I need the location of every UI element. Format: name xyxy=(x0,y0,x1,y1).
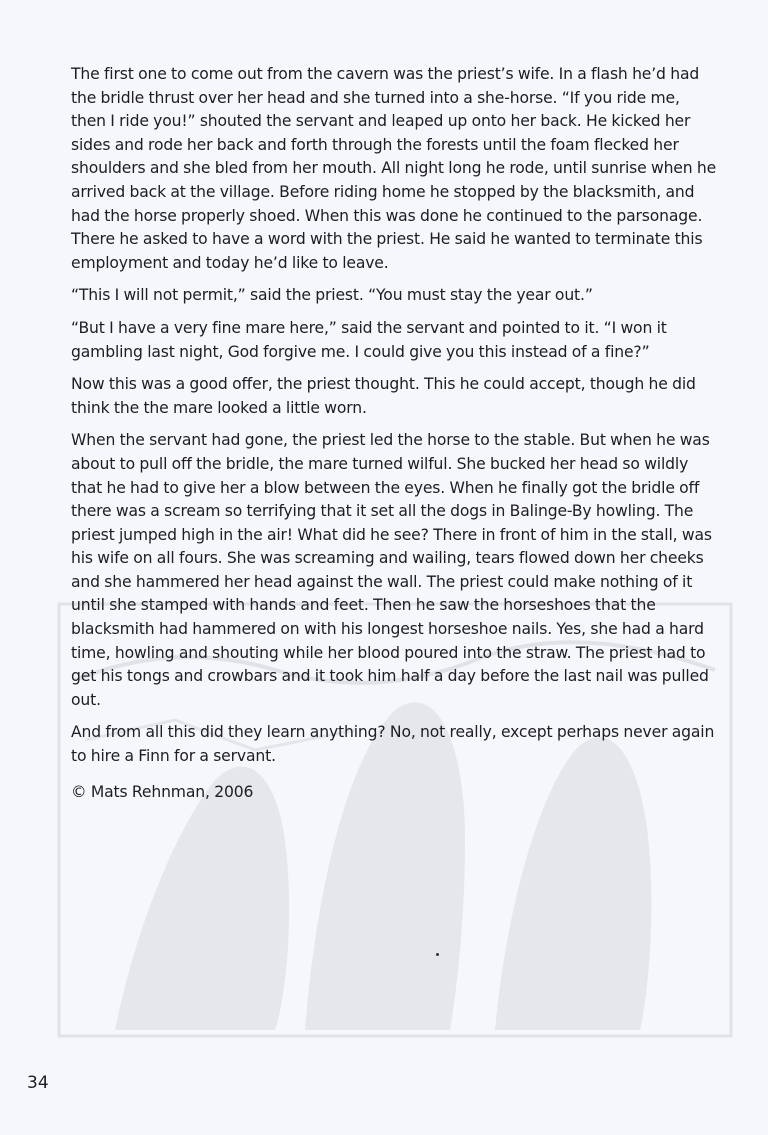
paragraph: “But I have a very fine mare here,” said the servant and pointed to it. “I won it gambling last night, God forgive me. I could give you this instead of a fine?” xyxy=(71,318,667,361)
paragraph: When the servant had gone, the priest led the horse to the stable. But when he was about to pull off the bridle, the mare turned wilful. She bucked her head so wildly that he had to give her a blow between the eyes. When he finally got the bridle off there was a scream so terrifying that it set all the dogs in Balinge-By howling. The priest jumped high in the air! What did he see? There in front of him in the stall, was his wife on all fours. She was screaming and wailing, tears flowed down her cheeks and she hammered her head against the wall. The priest could make nothing of it until she stamped with hands and feet. Then he saw the horseshoes that the blacksmith had hammered on with his longest horseshoe nails. Yes, she had a hard time, howling and shouting while her blood poured into the straw. The priest had to get his tongs and crowbars and it took him half a day before the last nail was pulled out. xyxy=(71,431,712,709)
page-number: 34 xyxy=(27,1073,49,1093)
paragraph: And from all this did they learn anything? No, not really, except perhaps never again to hire a Finn for a servant. xyxy=(71,723,715,766)
paragraph: The first one to come out from the cavern was the priest’s wife. In a flash he’d had the bridle thrust over her head and she turned into a she-horse. “If you ride me, then I ride you!” shouted the servant and leaped up onto her back. He kicked her sides and rode her back and forth through the forests until the foam flecked her shoulders and she bled from her mouth. All night long he rode, until sunrise when he arrived back at the village. Before riding home he stopped by the blacksmith, and had the horse properly shoed. When this was done he continued to the parsonage. There he asked to have a word with the priest. He said he wanted to terminate this employment and today he’d like to leave. xyxy=(71,65,717,272)
print-speck xyxy=(436,953,439,956)
paragraph: Now this was a good offer, the priest thought. This he could accept, though he did think the the mare looked a little worn. xyxy=(71,375,696,417)
story-text xyxy=(71,63,719,813)
copyright-notice: © Mats Rehnman, 2006 xyxy=(71,782,254,801)
paragraph: “This I will not permit,” said the priest. “You must stay the year out.” xyxy=(71,286,593,305)
